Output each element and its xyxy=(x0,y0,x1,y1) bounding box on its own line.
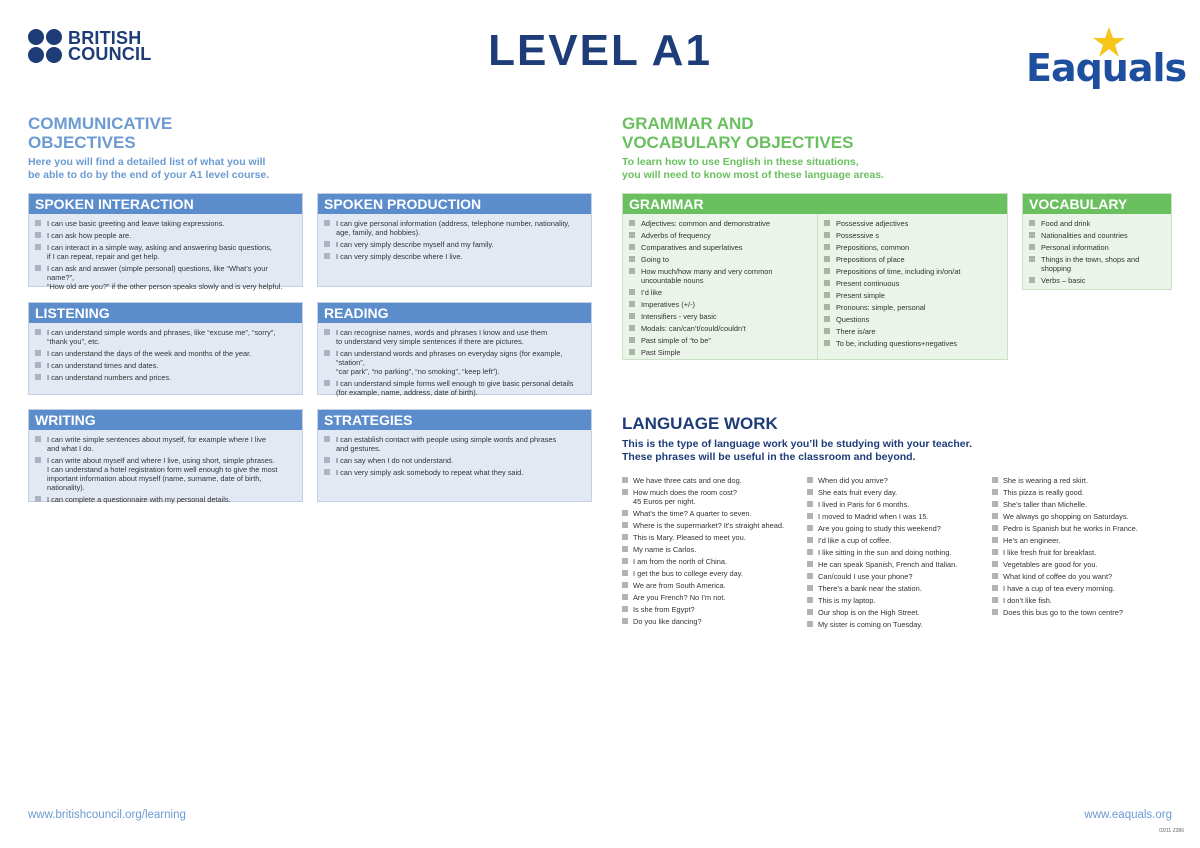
list-item: I can establish contact with people using simple words and phrases and gestures. xyxy=(324,435,585,453)
list-item: What kind of coffee do you want? xyxy=(992,572,1172,581)
spoken-production-title: SPOKEN PRODUCTION xyxy=(318,194,591,214)
document-code: 03/11 Z386 xyxy=(1159,828,1184,834)
list-item: He can speak Spanish, French and Italian. xyxy=(807,560,987,569)
list-item: My name is Carlos. xyxy=(622,545,802,554)
list-item: Things in the town, shops and shopping xyxy=(1029,255,1165,273)
list-item: I can ask how people are. xyxy=(35,231,296,240)
list-item: I can understand words and phrases on everyday signs (for example, “station”, “car park”, “no parking”, “no smoking”, “keep left”). xyxy=(324,349,585,376)
grammar-box xyxy=(622,193,1008,360)
list-item: I can recognise names, words and phrases I know and use them to understand very simple sentences if there are pictures. xyxy=(324,328,585,346)
list-item: Going to xyxy=(629,255,811,264)
spoken-interaction-box xyxy=(28,193,303,291)
list-item: Intensifiers - very basic xyxy=(629,312,811,321)
writing-list xyxy=(29,430,302,513)
list-item: I can use basic greeting and leave taking expressions. xyxy=(35,219,296,228)
list-item: I can understand numbers and prices. xyxy=(35,373,296,382)
list-item: What’s the time? A quarter to seven. xyxy=(622,509,802,518)
list-item: Pedro is Spanish but he works in France. xyxy=(992,524,1172,533)
list-item: Pronouns: simple, personal xyxy=(824,303,1002,312)
eaquals-link[interactable]: www.eaquals.org xyxy=(1084,809,1172,821)
list-item: I am from the north of China. xyxy=(622,557,802,566)
language-work-sub-line1: This is the type of language work you’ll be studying with your teacher. xyxy=(622,438,973,450)
list-item: Prepositions of place xyxy=(824,255,1002,264)
list-item: There is/are xyxy=(824,327,1002,336)
communicative-objectives-header xyxy=(28,114,328,182)
bc-logo-line2: COUNCIL xyxy=(68,44,152,64)
communicative-sub-line1: Here you will find a detailed list of what you will xyxy=(28,156,266,168)
grammar-vocab-heading-line1: GRAMMAR AND xyxy=(622,114,754,133)
language-work-list-3 xyxy=(992,476,1172,617)
list-item: He’s an engineer. xyxy=(992,536,1172,545)
list-item: I can ask and answer (simple personal) questions, like “What’s your name?”, “How old are you?” if the other person speaks slowly and is very helpful. xyxy=(35,264,296,291)
list-item: Do you like dancing? xyxy=(622,617,802,626)
list-item: Modals: can/can’t/could/couldn’t xyxy=(629,324,811,333)
list-item: I’d like a cup of coffee. xyxy=(807,536,987,545)
list-item: Is she from Egypt? xyxy=(622,605,802,614)
list-item: This pizza is really good. xyxy=(992,488,1172,497)
list-item: I can understand simple forms well enough to give basic personal details (for example, name, address, date of birth). xyxy=(324,379,585,397)
list-item: I can give personal information (address, telephone number, nationality, age, family, and hobbies). xyxy=(324,219,585,237)
strategies-title: STRATEGIES xyxy=(318,410,591,430)
vocabulary-box xyxy=(1022,193,1172,290)
communicative-sub-line2: be able to do by the end of your A1 level course. xyxy=(28,169,270,181)
list-item: I can understand times and dates. xyxy=(35,361,296,370)
grammar-list-2 xyxy=(818,214,1008,357)
list-item: We are from South America. xyxy=(622,581,802,590)
list-item: I can very simply ask somebody to repeat what they said. xyxy=(324,468,585,477)
list-item: Prepositions, common xyxy=(824,243,1002,252)
list-item: Past simple of “to be” xyxy=(629,336,811,345)
list-item: She’s taller than Michelle. xyxy=(992,500,1172,509)
list-item: Can/could I use your phone? xyxy=(807,572,987,581)
list-item: Nationalities and countries xyxy=(1029,231,1165,240)
list-item: I get the bus to college every day. xyxy=(622,569,802,578)
british-council-link[interactable]: www.britishcouncil.org/learning xyxy=(28,809,186,821)
list-item: Verbs – basic xyxy=(1029,276,1165,285)
writing-title: WRITING xyxy=(29,410,302,430)
eaquals-logo xyxy=(1026,30,1187,100)
list-item: Does this bus go to the town centre? xyxy=(992,608,1172,617)
reading-list xyxy=(318,323,591,406)
list-item: How much/how many and very common uncountable nouns xyxy=(629,267,811,285)
list-item: Are you French? No I’m not. xyxy=(622,593,802,602)
list-item: I can write about myself and where I live, using short, simple phrases. I can understand a hotel registration form well enough to give the most important information about myself (name, surname, date of birth, nationality). xyxy=(35,456,296,492)
list-item: She eats fruit every day. xyxy=(807,488,987,497)
list-item: When did you arrive? xyxy=(807,476,987,485)
list-item: I lived in Paris for 6 months. xyxy=(807,500,987,509)
list-item: We always go shopping on Saturdays. xyxy=(992,512,1172,521)
language-work-sub-line2: These phrases will be useful in the classroom and beyond. xyxy=(622,451,916,463)
language-work-list-1 xyxy=(622,476,802,626)
list-item: Possessive s xyxy=(824,231,1002,240)
grammar-title: GRAMMAR xyxy=(623,194,1007,214)
listening-box xyxy=(28,302,303,395)
list-item: Past Simple xyxy=(629,348,811,357)
list-item: I can very simply describe where I live. xyxy=(324,252,585,261)
list-item: I don’t like fish. xyxy=(992,596,1172,605)
list-item: I can interact in a simple way, asking and answering basic questions, if I can repeat, repair and get help. xyxy=(35,243,296,261)
strategies-list xyxy=(318,430,591,486)
eaquals-logo-text: Eaquals xyxy=(1026,46,1187,90)
star-icon xyxy=(1092,26,1126,60)
language-work-column-3 xyxy=(992,476,1172,620)
list-item: Personal information xyxy=(1029,243,1165,252)
list-item: I can understand the days of the week and months of the year. xyxy=(35,349,296,358)
communicative-heading-line2: OBJECTIVES xyxy=(28,133,136,152)
spoken-interaction-title: SPOKEN INTERACTION xyxy=(29,194,302,214)
list-item: Adverbs of frequency xyxy=(629,231,811,240)
spoken-production-box xyxy=(317,193,592,287)
list-item: I like sitting in the sun and doing nothing. xyxy=(807,548,987,557)
list-item: Comparatives and superlatives xyxy=(629,243,811,252)
list-item: Present continuous xyxy=(824,279,1002,288)
list-item: Imperatives (+/-) xyxy=(629,300,811,309)
list-item: Where is the supermarket? It’s straight ahead. xyxy=(622,521,802,530)
list-item: This is my laptop. xyxy=(807,596,987,605)
grammar-list-1 xyxy=(623,214,817,366)
list-item: Questions xyxy=(824,315,1002,324)
reading-box xyxy=(317,302,592,395)
listening-list xyxy=(29,323,302,391)
list-item: I like fresh fruit for breakfast. xyxy=(992,548,1172,557)
grammar-vocab-sub-line2: you will need to know most of these language areas. xyxy=(622,169,884,181)
list-item: There’s a bank near the station. xyxy=(807,584,987,593)
language-work-column-2 xyxy=(807,476,987,632)
list-item: I can understand simple words and phrases, like “excuse me”, “sorry”, “thank you”, etc. xyxy=(35,328,296,346)
list-item: My sister is coming on Tuesday. xyxy=(807,620,987,629)
list-item: I’d like xyxy=(629,288,811,297)
list-item: I can write simple sentences about myself, for example where I live and what I do. xyxy=(35,435,296,453)
list-item: How much does the room cost? 45 Euros per night. xyxy=(622,488,802,506)
language-work-header xyxy=(622,414,1182,464)
list-item: Prepositions of time, including in/on/at xyxy=(824,267,1002,276)
spoken-production-list xyxy=(318,214,591,270)
list-item: I can complete a questionnaire with my personal details. xyxy=(35,495,296,504)
grammar-vocabulary-header xyxy=(622,114,962,182)
reading-title: READING xyxy=(318,303,591,323)
language-work-column-1 xyxy=(622,476,802,629)
grammar-column-1 xyxy=(623,214,817,359)
communicative-heading-line1: COMMUNICATIVE xyxy=(28,114,173,133)
grammar-vocab-heading-line2: VOCABULARY OBJECTIVES xyxy=(622,133,854,152)
list-item: I moved to Madrid when I was 15. xyxy=(807,512,987,521)
list-item: Are you going to study this weekend? xyxy=(807,524,987,533)
vocabulary-list xyxy=(1023,214,1171,294)
list-item: We have three cats and one dog. xyxy=(622,476,802,485)
list-item: Vegetables are good for you. xyxy=(992,560,1172,569)
list-item: I have a cup of tea every morning. xyxy=(992,584,1172,593)
writing-box xyxy=(28,409,303,502)
language-work-heading: LANGUAGE WORK xyxy=(622,414,778,433)
list-item: To be, including questions+negatives xyxy=(824,339,1002,348)
list-item: Present simple xyxy=(824,291,1002,300)
listening-title: LISTENING xyxy=(29,303,302,323)
grammar-vocab-sub-line1: To learn how to use English in these situations, xyxy=(622,156,859,168)
list-item: Our shop is on the High Street. xyxy=(807,608,987,617)
strategies-box xyxy=(317,409,592,502)
bc-logo-line1: BRITISH xyxy=(68,28,142,48)
spoken-interaction-list xyxy=(29,214,302,300)
list-item: Adjectives: common and demonstrative xyxy=(629,219,811,228)
list-item: I can very simply describe myself and my family. xyxy=(324,240,585,249)
list-item: I can say when I do not understand. xyxy=(324,456,585,465)
grammar-column-2 xyxy=(818,214,1008,359)
vocabulary-title: VOCABULARY xyxy=(1023,194,1171,214)
language-work-list-2 xyxy=(807,476,987,629)
page-title: LEVEL A1 xyxy=(488,26,712,75)
list-item: This is Mary. Pleased to meet you. xyxy=(622,533,802,542)
list-item: Food and drink xyxy=(1029,219,1165,228)
list-item: Possessive adjectives xyxy=(824,219,1002,228)
list-item: She is wearing a red skirt. xyxy=(992,476,1172,485)
